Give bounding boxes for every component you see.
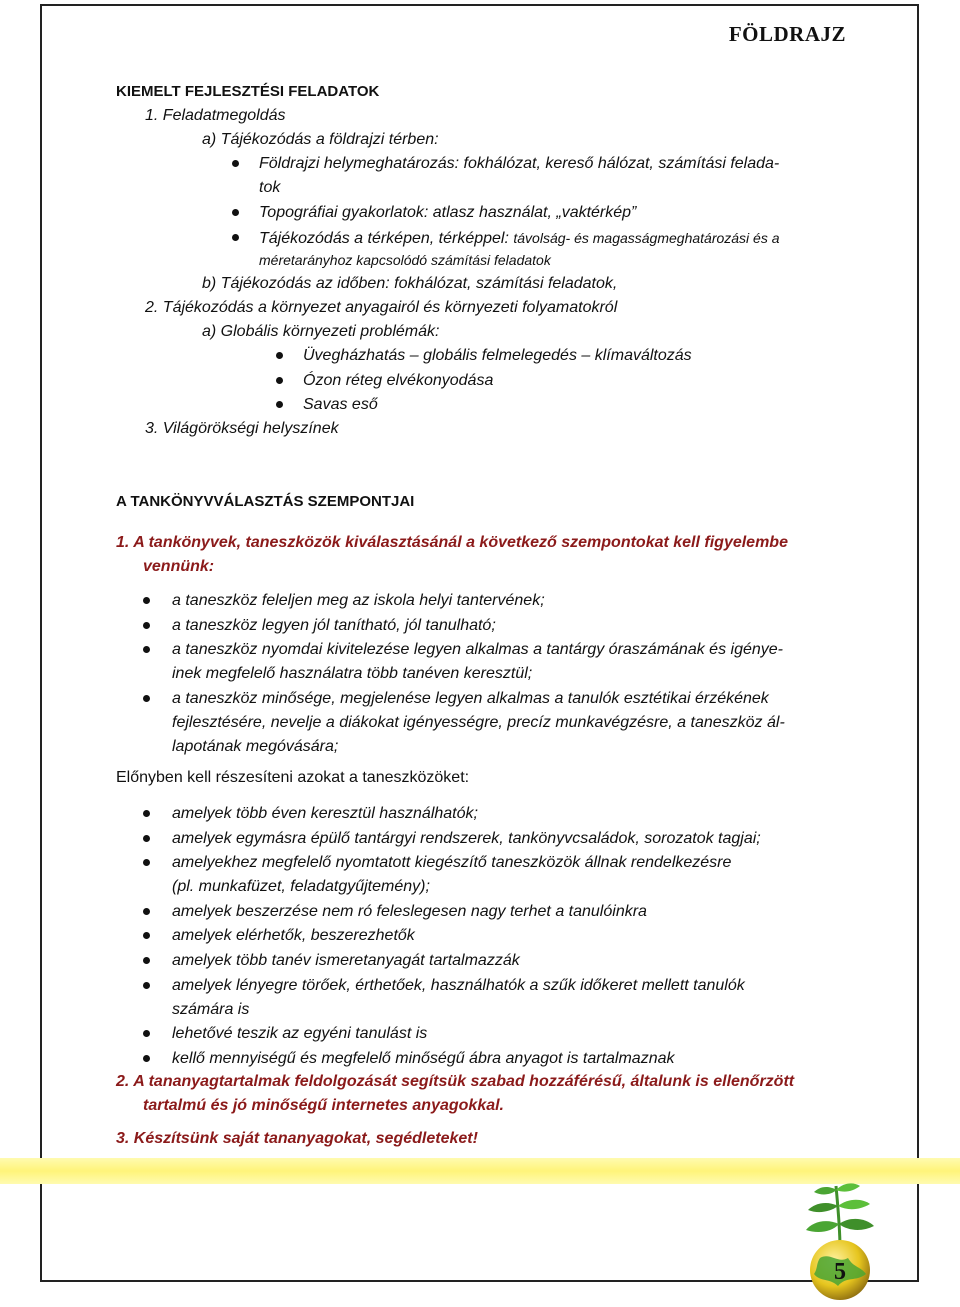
- list-item-1b: b) Tájékozódás az időben: fokhálózat, számítási feladatok,: [202, 275, 618, 292]
- criteria-item: a taneszköz feleljen meg az iskola helyi tantervének;: [172, 592, 545, 609]
- preference-item: amelyek egymásra épülő tantárgyi rendszerek, tankönyvcsaládok, sorozatok tagjai;: [172, 829, 761, 847]
- list-item-c3: Savas eső: [303, 396, 378, 413]
- preference-item: amelyek több tanév ismeretanyagát tartalmazzák: [172, 952, 520, 969]
- list-item-bullet-1: Földrajzi helymeghatározás: fokhálózat, kereső hálózat, számítási felada-: [259, 155, 780, 172]
- bullet-icon: [276, 377, 283, 384]
- list-item-2a: a) Globális környezeti problémák:: [202, 323, 440, 340]
- preference-item: amelyek beszerzése nem ró feleslegesen nagy terhet a tanulóinkra: [172, 902, 647, 920]
- point-2-cont: tartalmú és jó minőségű internetes anyagokkal.: [143, 1097, 504, 1114]
- preference-item-cont: (pl. munkafüzet, feladatgyűjtemény);: [172, 878, 430, 896]
- criteria-item: a taneszköz nyomdai kivitelezése legyen alkalmas a tantárgy óraszámának és igénye-: [172, 641, 783, 659]
- preference-item: kellő mennyiségű és megfelelő minőségű ábra anyagot is tartalmaznak: [172, 1049, 675, 1067]
- bullet-icon: [276, 352, 283, 359]
- criteria-item-cont: lapotának megóvására;: [172, 737, 339, 755]
- list-item-c1: Üvegházhatás – globális felmelegedés – klímaváltozás: [303, 347, 692, 364]
- bullet-icon: [143, 835, 150, 842]
- bullet-icon: [143, 597, 150, 604]
- bullet-3-detail: távolság- és magasságmeghatározási és a: [513, 230, 780, 246]
- criteria-item-cont: inek megfelelő használatra több tanéven keresztül;: [172, 665, 533, 683]
- bullet-icon: [232, 160, 239, 167]
- page-number: 5: [834, 1259, 846, 1285]
- criteria-item: a taneszköz legyen jól tanítható, jól tanulható;: [172, 616, 496, 634]
- bullet-icon: [143, 695, 150, 702]
- bullet-icon: [143, 810, 150, 817]
- list-item-3: 3. Világörökségi helyszínek: [145, 420, 339, 437]
- bullet-icon: [143, 982, 150, 989]
- point-3: 3. Készítsünk saját tananyagokat, segédleteket!: [116, 1130, 478, 1147]
- preference-item: amelyekhez megfelelő nyomtatott kiegészítő taneszközök állnak rendelkezésre: [172, 854, 732, 872]
- section-heading-kiemelt: KIEMELT FEJLESZTÉSI FELADATOK: [116, 83, 380, 100]
- preference-item: amelyek több éven keresztül használhatók;: [172, 805, 478, 822]
- list-item-bullet-3-cont: méretarányhoz kapcsolódó számítási feladatok: [259, 252, 551, 268]
- criteria-item-cont: fejlesztésére, nevelje a diákokat igényességre, precíz munkavégzésre, a taneszköz ál-: [172, 713, 785, 731]
- bullet-icon: [232, 209, 239, 216]
- preference-item: amelyek elérhetők, beszerezhetők: [172, 927, 415, 945]
- point-2: 2. A tananyagtartalmak feldolgozását segítsük szabad hozzáférésű, általunk is ellenőrzött: [116, 1073, 795, 1090]
- criteria-intro: 1. A tankönyvek, taneszközök kiválasztásánál a következő szempontokat kell figyelembe: [116, 534, 788, 551]
- list-item-2: 2. Tájékozódás a környezet anyagairól és környezeti folyamatokról: [145, 299, 618, 316]
- list-item-bullet-1-cont: tok: [259, 179, 281, 196]
- bullet-icon: [232, 234, 239, 241]
- list-item-1a: a) Tájékozódás a földrajzi térben:: [202, 131, 439, 148]
- list-item-c2: Ózon réteg elvékonyodása: [303, 372, 494, 389]
- bullet-icon: [143, 1055, 150, 1062]
- section-heading-tankonyv: A TANKÖNYVVÁLASZTÁS SZEMPONTJAI: [116, 493, 415, 510]
- list-item-bullet-2: Topográfiai gyakorlatok: atlasz használat, „vaktérkép”: [259, 204, 637, 221]
- list-item-1: 1. Feladatmegoldás: [145, 107, 286, 124]
- preference-intro: Előnyben kell részesíteni azokat a taneszközöket:: [116, 769, 470, 786]
- criteria-item: a taneszköz minősége, megjelenése legyen alkalmas a tanulók esztétikai érzékének: [172, 689, 769, 707]
- bullet-3-main: Tájékozódás a térképen, térképpel:: [259, 230, 514, 247]
- document-title: FÖLDRAJZ: [728, 22, 846, 46]
- plant-globe-logo: [790, 1178, 890, 1303]
- preference-item: lehetővé teszik az egyéni tanulást is: [172, 1025, 428, 1043]
- preference-item-cont: számára is: [172, 1000, 250, 1018]
- bullet-icon: [276, 401, 283, 408]
- criteria-intro-cont: vennünk:: [143, 558, 215, 575]
- preference-item: amelyek lényegre törőek, érthetőek, használhatók a szűk időkeret mellett tanulók: [172, 976, 745, 994]
- bullet-icon: [143, 957, 150, 964]
- bullet-icon: [143, 622, 150, 629]
- bullet-icon: [143, 908, 150, 915]
